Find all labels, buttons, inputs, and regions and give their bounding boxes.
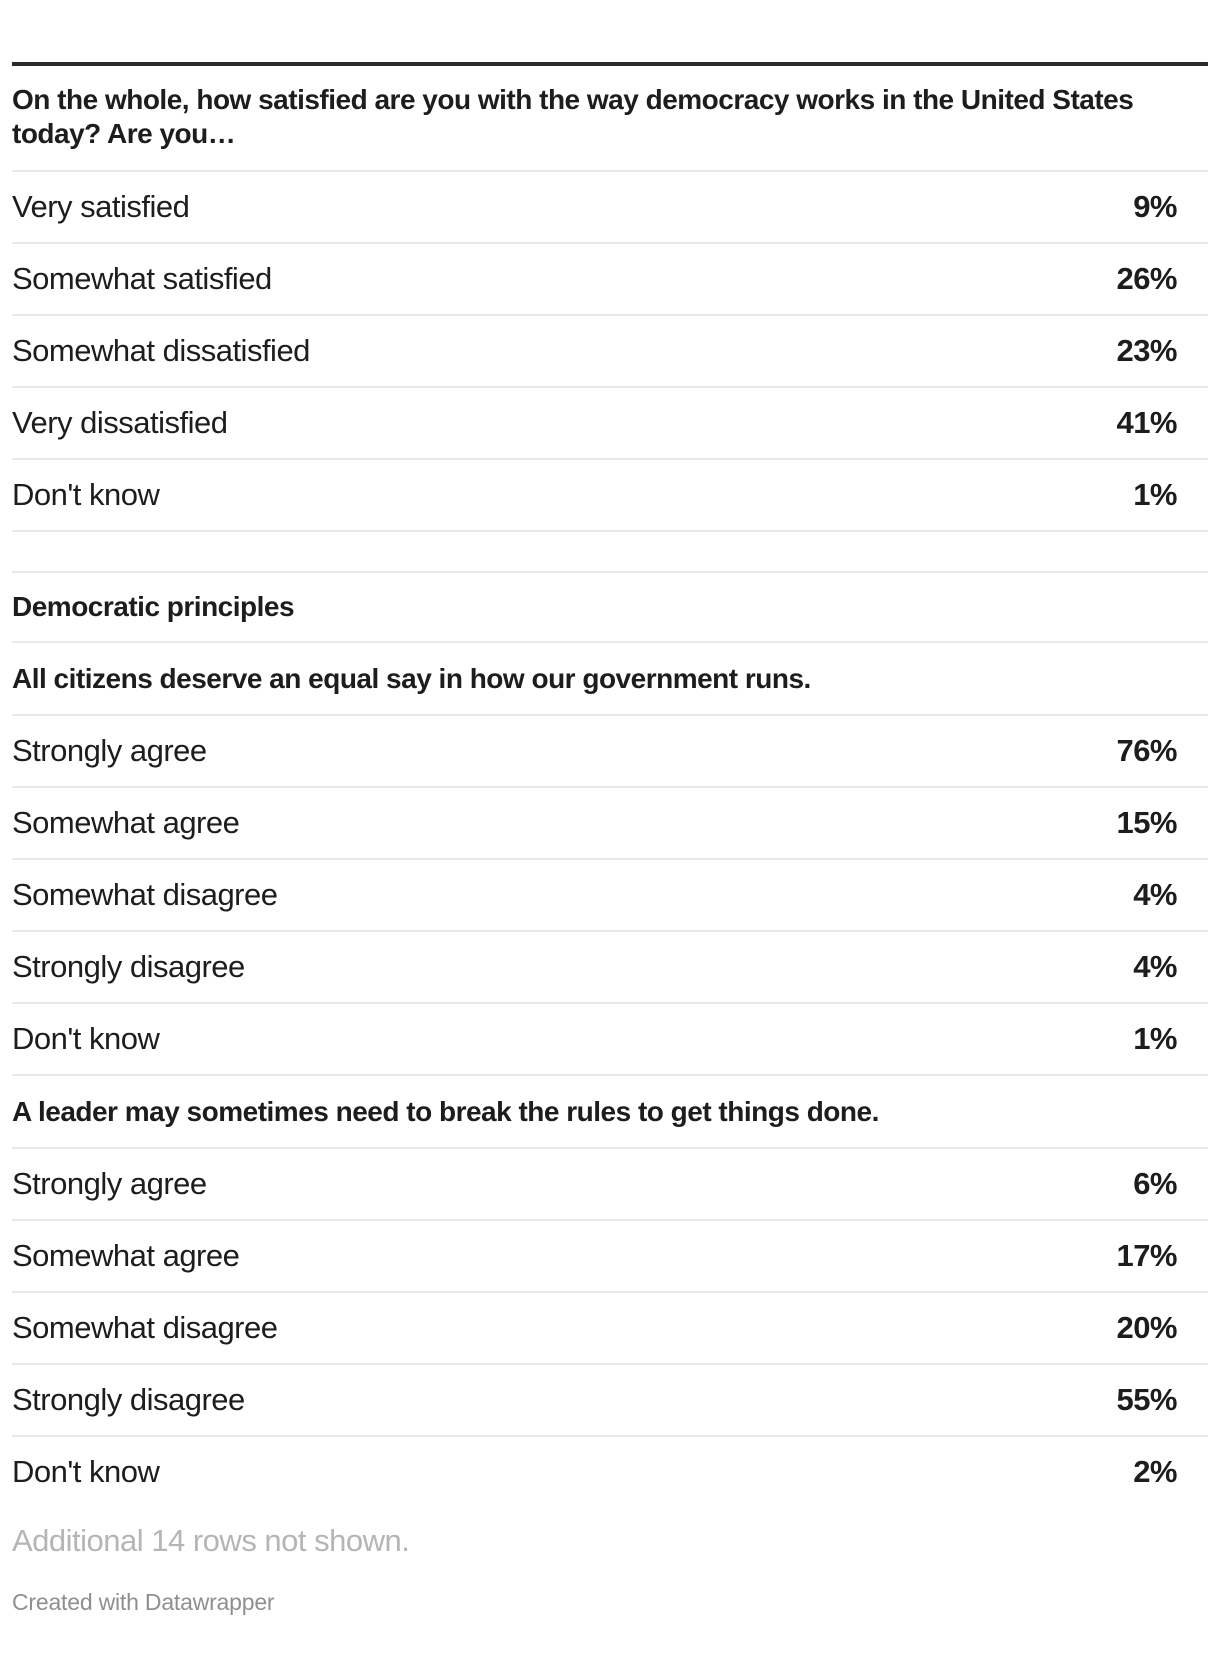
datawrapper-attribution-link[interactable]: Created with Datawrapper bbox=[12, 1589, 275, 1615]
table-row bbox=[12, 314, 1208, 386]
row-value: 2% bbox=[1133, 1454, 1177, 1489]
rows-not-shown-note: Additional 14 rows not shown. bbox=[12, 1523, 410, 1558]
row-value: 55% bbox=[1116, 1382, 1177, 1417]
row-value: 15% bbox=[1116, 805, 1177, 840]
table-row bbox=[12, 714, 1208, 786]
row-label: Strongly agree bbox=[12, 733, 207, 768]
datawrapper-attribution bbox=[12, 1589, 1208, 1616]
table-row bbox=[12, 1291, 1208, 1363]
table-row bbox=[12, 858, 1208, 930]
row-label: Don't know bbox=[12, 1021, 160, 1056]
row-label: Somewhat disagree bbox=[12, 877, 278, 912]
row-value: 4% bbox=[1133, 949, 1177, 984]
table-title: On the whole, how satisfied are you with the way democracy works in the United States today? Are you… bbox=[12, 84, 1134, 149]
table-row bbox=[12, 1363, 1208, 1435]
row-label: Strongly agree bbox=[12, 1166, 207, 1201]
row-label: Somewhat dissatisfied bbox=[12, 333, 310, 368]
row-value: 1% bbox=[1133, 1021, 1177, 1056]
spacer-row bbox=[12, 530, 1208, 571]
row-label: Somewhat agree bbox=[12, 1238, 240, 1273]
row-value: 4% bbox=[1133, 877, 1177, 912]
question-text: A leader may sometimes need to break the rules to get things done. bbox=[12, 1095, 879, 1127]
row-value: 9% bbox=[1133, 189, 1177, 224]
row-label: Very satisfied bbox=[12, 189, 190, 224]
row-label: Don't know bbox=[12, 477, 160, 512]
row-value: 23% bbox=[1116, 333, 1177, 368]
row-label: Don't know bbox=[12, 1454, 160, 1489]
table-row bbox=[12, 1435, 1208, 1507]
row-value: 1% bbox=[1133, 477, 1177, 512]
row-value: 17% bbox=[1116, 1238, 1177, 1273]
table-row bbox=[12, 1002, 1208, 1074]
row-label: Somewhat agree bbox=[12, 805, 240, 840]
table-row bbox=[12, 242, 1208, 314]
row-label: Strongly disagree bbox=[12, 949, 245, 984]
question-text: All citizens deserve an equal say in how our government runs. bbox=[12, 662, 811, 694]
table-header-row bbox=[12, 62, 1208, 170]
row-label: Strongly disagree bbox=[12, 1382, 245, 1417]
row-value: 76% bbox=[1116, 733, 1177, 768]
table-row bbox=[12, 170, 1208, 242]
table-row bbox=[12, 458, 1208, 530]
row-value: 26% bbox=[1116, 261, 1177, 296]
row-value: 41% bbox=[1116, 405, 1177, 440]
question-row bbox=[12, 641, 1208, 714]
row-label: Somewhat disagree bbox=[12, 1310, 278, 1345]
section-title: Democratic principles bbox=[12, 591, 295, 622]
row-label: Very dissatisfied bbox=[12, 405, 228, 440]
table-row bbox=[12, 1147, 1208, 1219]
row-label: Somewhat satisfied bbox=[12, 261, 272, 296]
question-row bbox=[12, 1074, 1208, 1147]
row-value: 6% bbox=[1133, 1166, 1177, 1201]
table-row bbox=[12, 386, 1208, 458]
table-row bbox=[12, 1219, 1208, 1291]
section-header-row bbox=[12, 571, 1208, 641]
row-value: 20% bbox=[1116, 1310, 1177, 1345]
table-row bbox=[12, 930, 1208, 1002]
table-row bbox=[12, 786, 1208, 858]
